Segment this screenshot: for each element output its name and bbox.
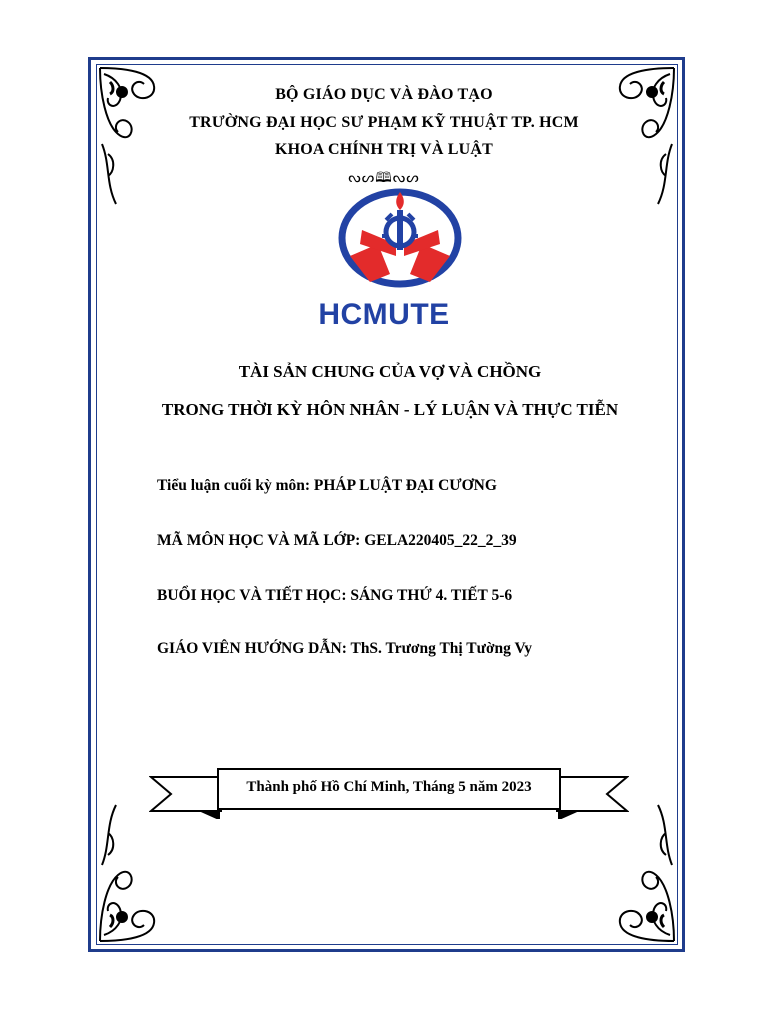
header-ornament: ᔓᔕ🕮ᔓᔕ: [348, 171, 420, 186]
essay-title-line-2: TRONG THỜI KỲ HÔN NHÂN - LÝ LUẬN VÀ THỰC TIỄN: [161, 400, 619, 419]
ministry-name: BỘ GIÁO DỤC VÀ ĐÀO TẠO: [275, 86, 493, 103]
university-name: TRƯỜNG ĐẠI HỌC SƯ PHẠM KỸ THUẬT TP. HCM: [189, 114, 579, 131]
faculty-name: KHOA CHÍNH TRỊ VÀ LUẬT: [274, 141, 494, 158]
place-and-date: Thành phố Hồ Chí Minh, Tháng 5 năm 2023: [246, 778, 532, 795]
instructor-name: GIÁO VIÊN HƯỚNG DẪN: ThS. Trương Thị Tường Vy: [157, 640, 533, 657]
class-code: MÃ MÔN HỌC VÀ MÃ LỚP: GELA220405_22_2_39: [157, 532, 517, 549]
essay-title-line-1: TÀI SẢN CHUNG CỦA VỢ VÀ CHỒNG: [238, 362, 542, 381]
logo-wordmark: HCMUTE: [318, 298, 450, 331]
session-time: BUỔI HỌC VÀ TIẾT HỌC: SÁNG THỨ 4. TIẾT 5-6: [157, 587, 513, 604]
course-name: Tiểu luận cuối kỳ môn: PHÁP LUẬT ĐẠI CƯƠNG: [157, 477, 497, 494]
